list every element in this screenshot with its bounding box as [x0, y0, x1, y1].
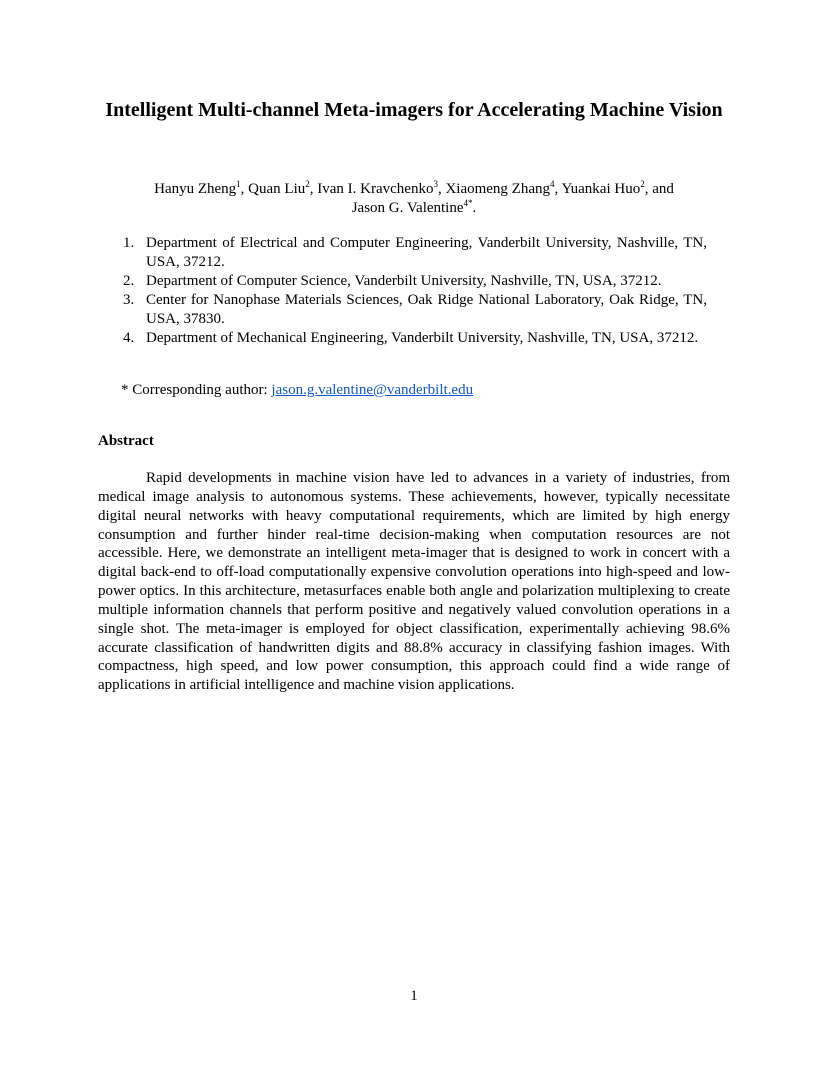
affiliation-number: 3.	[123, 292, 135, 308]
affiliation-text: Department of Electrical and Computer Engineering, Vanderbilt University, Nashville, TN, USA, 37212.	[146, 235, 707, 270]
affiliation-number: 2.	[123, 273, 135, 289]
affiliation-number: 1.	[123, 235, 135, 251]
author: Jason G. Valentine$^{4*}$.	[351, 198, 477, 216]
affiliation-number: 4.	[123, 330, 135, 346]
affiliation-text: Department of Mechanical Engineering, Vanderbilt University, Nashville, TN, USA, 37212.	[146, 330, 699, 346]
corresponding-label: * Corresponding author:	[121, 382, 272, 398]
affiliation-item	[113, 329, 707, 348]
affiliation-item	[113, 272, 707, 291]
author: Ivan I. Kravchenko$^3$,	[317, 179, 446, 197]
author: Yuankai Huo$^2$, and	[561, 179, 674, 197]
corresponding-email-link[interactable]: jason.g.valentine@vanderbilt.edu	[271, 382, 474, 398]
affiliation-item	[113, 291, 707, 329]
affiliation-text: Center for Nanophase Materials Sciences, Oak Ridge National Laboratory, Oak Ridge, TN, USA, 37830.	[146, 292, 707, 327]
author: Hanyu Zheng$^1$,	[154, 179, 249, 197]
affiliation-list	[113, 234, 707, 348]
page-number: 1	[410, 988, 418, 1004]
corresponding-author	[121, 381, 473, 400]
affiliation-item	[113, 234, 707, 272]
author: Xiaomeng Zhang$^4$,	[445, 179, 562, 197]
paper-title: Intelligent Multi-channel Meta-imagers for Accelerating Machine Vision	[105, 99, 723, 121]
affiliation-text: Department of Computer Science, Vanderbilt University, Nashville, TN, USA, 37212.	[146, 273, 662, 289]
author-list	[100, 180, 728, 218]
abstract-body: Rapid developments in machine vision have led to advances in a variety of industries, from medical image analysis to autonomous systems. These achievements, however, typically necessitate digital neural networks with heavy computational requirements, which are limited by high energy consumption and further hinder real-time decision-making when computation resources are not accessible. Here, we demonstrate an intelligent meta-imager that is designed to work in concert with a digital back-end to off-load computationally expensive convolution operations into high-speed and low-power optics. In this architecture, metasurfaces enable both angle and polarization multiplexing to create multiple information channels that perform positive and negatively valued convolution operations in a single shot. The meta-imager is employed for object classification, experimentally achieving 98.6% accurate classification of handwritten digits and 88.8% accuracy in classifying fashion images. With compactness, high speed, and low power consumption, this approach could find a wide range of applications in artificial intelligence and machine vision applications.	[98, 470, 730, 694]
author: Quan Liu$^2$,	[248, 179, 318, 197]
abstract-heading: Abstract	[98, 433, 154, 449]
